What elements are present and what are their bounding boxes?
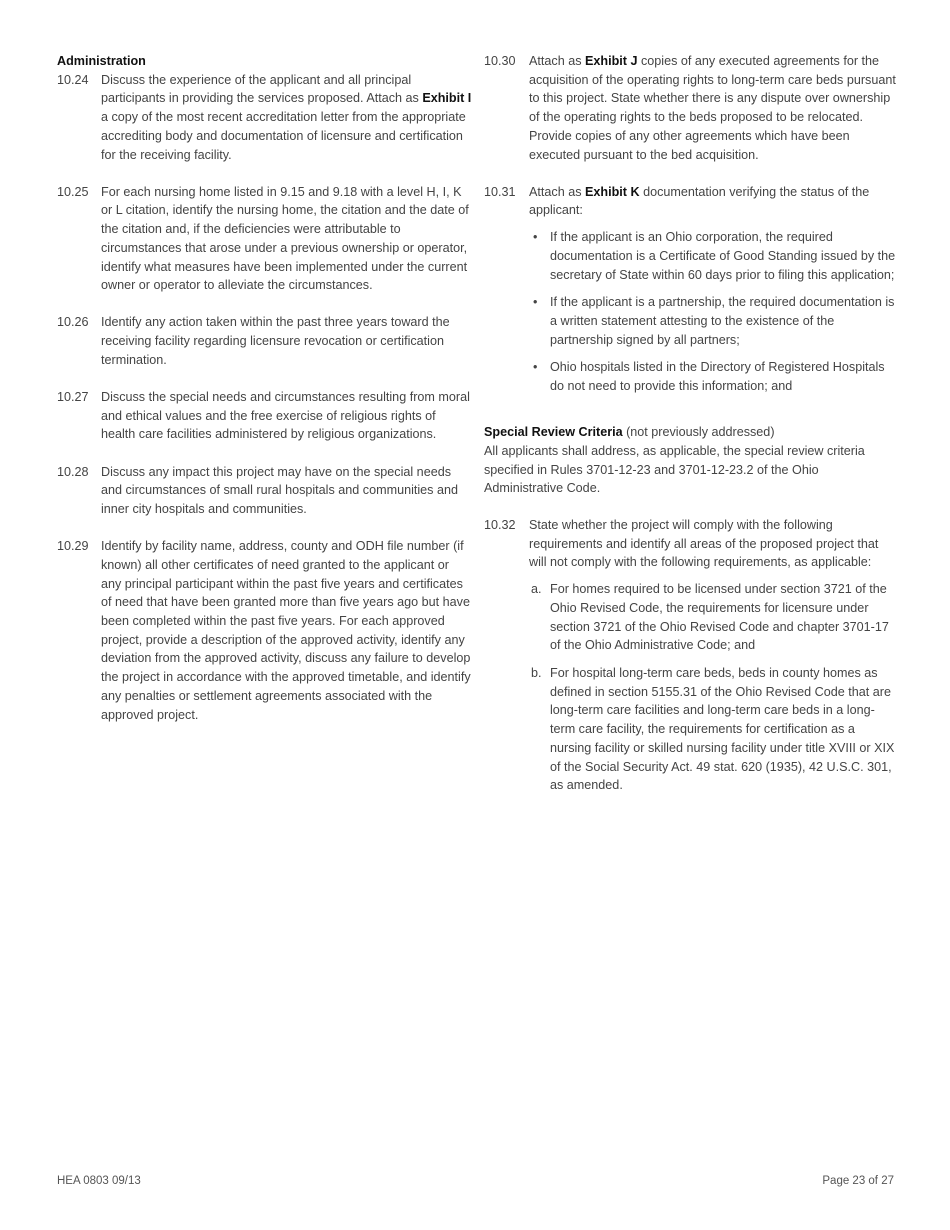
bullet-icon: • (533, 360, 538, 375)
item-number: 10.31 (484, 184, 516, 199)
bullet-icon: • (533, 230, 538, 245)
item-10-26 (57, 313, 472, 369)
item-text: Identify any action taken within the past three years toward the receiving facility regarding licensure revocation or certification termination. (101, 315, 450, 367)
special-review-text: All applicants shall address, as applicable, the special review criteria specified in Rules 3701-12-23 and 3701-12-23.2 of the Ohio Administrative Code. (484, 443, 865, 496)
form-id: HEA 0803 09/13 (57, 1175, 141, 1187)
bullet-icon: • (533, 295, 538, 310)
item-10-27 (57, 388, 472, 444)
left-column (57, 52, 472, 743)
item-number: 10.28 (57, 464, 89, 479)
item-10-24 (57, 71, 472, 165)
exhibit-label: Exhibit J (585, 54, 638, 68)
list-item: • If the applicant is an Ohio corporation, the required documentation is a Certificate of Good Standing issued by the secretary of State within 60 days prior to filing this application; (529, 228, 896, 284)
list-item: • If the applicant is a partnership, the required documentation is a written statement attesting to the existence of the partnership signed by all partners; (529, 293, 896, 349)
item-text: Attach as Exhibit K documentation verifying the status of the applicant: • If the applicant is an Ohio corporation, the required documentation is a Certificate of Good Standing issued by the secretary of State within 60 days prior to filing this application; • If the applicant is a partnership, the required documentation is a written statement attesting to the existence of the partnership signed by all partners; • Ohio hospitals listed in the Directory of Registered Hospitals do not need to provide this information; and (529, 183, 896, 405)
item-number: 10.27 (57, 390, 89, 405)
page-number: Page 23 of 27 (822, 1175, 894, 1187)
item-10-32 (484, 516, 896, 804)
item-text: Identify by facility name, address, county and ODH file number (if known) all other certificates of need granted to the applicant or any principal participant within the past five years and certificates of need that have been granted more than five years ago but have been completed within the past five years. For each approved project, provide a description of the approved activity, identify any deviation from the approved activity, discuss any failure to develop the project in accordance with the approved timetable, and identify any penalties or settlement agreements associated with the approved project. (101, 539, 471, 722)
exhibit-label: Exhibit I (422, 91, 472, 106)
list-letter: a. (531, 582, 542, 597)
item-text: Discuss any impact this project may have on the special needs and circumstances of small rural hospitals and communities and inner city hospitals and communities. (101, 464, 458, 517)
item-text: Discuss the special needs and circumstances resulting from moral and ethical values and the free exercise of religious rights of health care facilities administered by religious organizations. (101, 390, 470, 442)
item-10-30 (484, 52, 896, 164)
right-column (484, 52, 896, 822)
lettered-list (529, 580, 896, 795)
item-number: 10.26 (57, 315, 89, 330)
section-heading-special-review: Special Review Criteria (484, 425, 623, 440)
item-number: 10.30 (484, 54, 516, 68)
item-text: For each nursing home listed in 9.15 and 9.18 with a level H, I, K or L citation, identify the nursing home, the citation and the date of the citation and, if the deficiencies were attributable to circumstances that arose under a previous ownership or operator, identify what measures have been implemented under the current owner or operator to alleviate the circumstances. (101, 184, 469, 293)
section-heading-administration: Administration (57, 54, 146, 68)
item-10-31 (484, 183, 896, 405)
list-item: • Ohio hospitals listed in the Directory of Registered Hospitals do not need to provide this information; and (529, 358, 896, 395)
item-number: 10.32 (484, 518, 516, 533)
item-number: 10.25 (57, 184, 89, 199)
item-text: Discuss the experience of the applicant and all principal participants in providing the services proposed. Attach as Exhibit I a copy of the most recent accreditation letter from the appropriate accrediting body and documentation of licensure and certification for the receiving facility. (101, 72, 472, 162)
item-number: 10.24 (57, 72, 89, 87)
list-item: a. For homes required to be licensed under section 3721 of the Ohio Revised Code, the requirements for licensure under section 3721 of the Ohio Revised Code and chapter 3701-17 of the Ohio Administrative Code; and (529, 580, 896, 655)
heading-note: (not previously addressed) (622, 425, 775, 440)
list-item: b. For hospital long-term care beds, beds in county homes as defined in section 5155.31 of the Ohio Revised Code that are long-term care facilities and long-term care beds in a long-term care facility, the requirements for certification as a nursing facility or skilled nursing facility under title XVIII or XIX of the Social Security Act. 49 stat. 620 (1935), 42 U.S.C. 301, as amended. (529, 664, 896, 795)
list-letter: b. (531, 665, 542, 680)
special-review-criteria (484, 423, 896, 498)
item-number: 10.29 (57, 539, 89, 554)
item-10-25 (57, 183, 472, 295)
exhibit-label: Exhibit K (585, 184, 640, 199)
item-10-28 (57, 463, 472, 519)
bullet-list (529, 228, 896, 396)
item-text: Attach as Exhibit J copies of any executed agreements for the acquisition of the operating rights to long-term care beds pursuant to this project. State whether there is any dispute over ownership of the operating rights to the beds proposed to be relocated. Provide copies of any other agreements which have been executed pursuant to the bed acquisition. (529, 54, 896, 162)
item-10-29 (57, 537, 472, 724)
item-text: State whether the project will comply with the following requirements and identify all areas of the proposed project that will not comply with the following requirements, as applicable: a. For homes required to be licensed under section 3721 of the Ohio Revised Code, the requirements for licensure under section 3721 of the Ohio Revised Code and chapter 3701-17 of the Ohio Administrative Code; and b. For hospital long-term care beds, beds in county homes as defined in section 5155.31 of the Ohio Revised Code that are long-term care facilities and long-term care beds in a long-term care facility, the requirements for certification as a nursing facility or skilled nursing facility under title XVIII or XIX of the Social Security Act. 49 stat. 620 (1935), 42 U.S.C. 301, as amended. (529, 516, 896, 804)
